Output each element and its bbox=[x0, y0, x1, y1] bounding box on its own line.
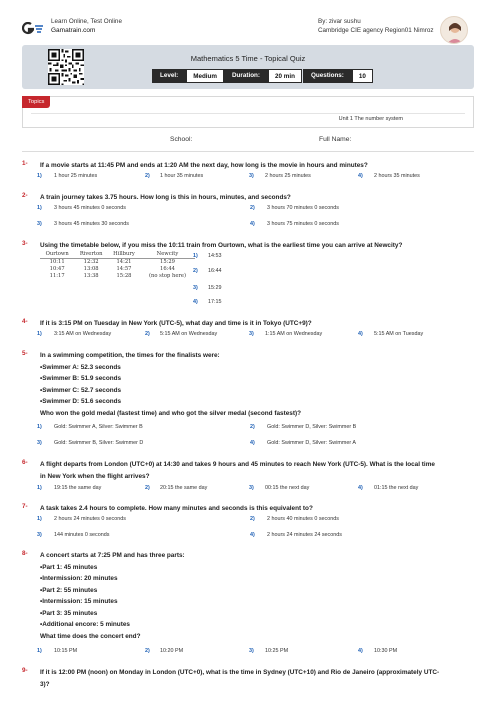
question-number: 7- bbox=[22, 503, 28, 510]
option[interactable]: 10:20 PM bbox=[160, 648, 184, 654]
timetable-header: Riverton bbox=[74, 251, 108, 259]
school-field-label: School: bbox=[170, 136, 193, 143]
option[interactable]: 20:15 the same day bbox=[160, 485, 208, 491]
option[interactable]: 3 hours 70 minutes 0 seconds bbox=[267, 205, 339, 211]
option-number: 2) bbox=[250, 516, 255, 522]
option[interactable]: 2 hours 40 minutes 0 seconds bbox=[267, 516, 339, 522]
option[interactable]: 10:25 PM bbox=[265, 648, 289, 654]
option[interactable]: 5:15 AM on Wednesday bbox=[160, 331, 218, 337]
option-number: 1) bbox=[37, 173, 42, 179]
header-divider bbox=[22, 151, 474, 152]
site-url[interactable]: Gamatrain.com bbox=[51, 27, 96, 34]
question-line: •Swimmer D: 51.6 seconds bbox=[40, 398, 122, 405]
timetable-cell: 13:38 bbox=[83, 273, 99, 279]
option-number: 4) bbox=[358, 173, 363, 179]
timetable-cell: 16:44 bbox=[160, 266, 175, 272]
option[interactable]: 3 hours 75 minutes 0 seconds bbox=[267, 221, 339, 227]
question-line: In a swimming competition, the times for the finalists were: bbox=[40, 352, 220, 359]
option[interactable]: 10:30 PM bbox=[374, 648, 398, 654]
question-text: Using the timetable below, if you miss the 10:11 train from Ourtown, what is the earliest time you can arrive at Newcity? bbox=[40, 242, 403, 249]
option-number: 1) bbox=[37, 424, 42, 430]
gamatrain-logo-icon bbox=[22, 22, 44, 36]
option[interactable]: 1 hour 25 minutes bbox=[54, 173, 98, 179]
timetable-row bbox=[40, 273, 195, 280]
option-number: 3) bbox=[249, 331, 254, 337]
question-text bbox=[40, 350, 470, 419]
option-number: 2) bbox=[145, 485, 150, 491]
site-tagline: Learn Online, Test Online bbox=[51, 18, 122, 25]
question-line: If it is 12:00 PM (noon) on Monday in London (UTC+0), what is the time in Sydney (UTC+10) and Rio de Janeiro (approximately UTC- bbox=[40, 669, 440, 676]
question-text: A train journey takes 3.75 hours. How long is this in hours, minutes, and seconds? bbox=[40, 194, 291, 201]
question-line: •Swimmer B: 51.9 seconds bbox=[40, 375, 122, 382]
option-number: 4) bbox=[250, 221, 255, 227]
author-org: Cambridge CIE agency Region01 Nimroz bbox=[318, 27, 434, 34]
question-text bbox=[40, 459, 470, 482]
option[interactable]: Gold: Swimmer A, Silver: Swimmer B bbox=[54, 424, 143, 430]
topic-name: Unit 1 The number system bbox=[338, 116, 403, 122]
question-line: •Additional encore: 5 minutes bbox=[40, 621, 130, 628]
timetable-cell: (no stop here) bbox=[149, 273, 186, 279]
option[interactable]: 14:53 bbox=[208, 253, 222, 259]
questions-value: 10 bbox=[352, 69, 373, 83]
duration-value: 20 min bbox=[268, 69, 302, 83]
question-number: 1- bbox=[22, 160, 28, 167]
option[interactable]: 5:15 AM on Tuesday bbox=[374, 331, 424, 337]
option-number: 3) bbox=[37, 221, 42, 227]
question-line: •Part 1: 45 minutes bbox=[40, 563, 98, 571]
timetable-cell: 14:57 bbox=[116, 266, 132, 272]
option-number: 4) bbox=[358, 648, 363, 654]
question-line: •Part 2: 55 minutes bbox=[40, 586, 98, 594]
topics-tag: Topics bbox=[22, 96, 50, 108]
timetable-cell: 12:32 bbox=[83, 259, 99, 265]
option[interactable]: 17:15 bbox=[208, 299, 222, 305]
option-number: 3) bbox=[37, 532, 42, 538]
option-number: 3) bbox=[249, 485, 254, 491]
option-number: 1) bbox=[37, 205, 42, 211]
level-label: Level: bbox=[152, 69, 186, 83]
option-number: 2) bbox=[145, 173, 150, 179]
option-number: 4) bbox=[250, 532, 255, 538]
option-number: 2) bbox=[250, 424, 255, 430]
timetable bbox=[40, 251, 195, 285]
option[interactable]: 2 hours 35 minutes bbox=[374, 173, 420, 179]
topics-divider bbox=[31, 113, 465, 114]
question-line: •Intermission: 15 minutes bbox=[40, 598, 118, 605]
option-number: 4) bbox=[358, 485, 363, 491]
question-line: •Intermission: 20 minutes bbox=[40, 575, 118, 582]
timetable-header: Ourtown bbox=[40, 251, 74, 259]
option-number: 3) bbox=[249, 648, 254, 654]
level-value: Medium bbox=[186, 69, 224, 83]
avatar bbox=[440, 16, 468, 44]
quiz-banner bbox=[22, 45, 474, 89]
question-number: 4- bbox=[22, 318, 28, 325]
page-header bbox=[0, 0, 496, 42]
question-number: 8- bbox=[22, 550, 28, 557]
question-line: •Part 3: 35 minutes bbox=[40, 609, 98, 617]
timetable-cell: 14:21 bbox=[116, 259, 132, 265]
option-number: 3) bbox=[193, 285, 198, 291]
question-text: A task takes 2.4 hours to complete. How many minutes and seconds is this equivalent to? bbox=[40, 505, 313, 512]
option-number: 1) bbox=[37, 648, 42, 654]
option[interactable]: Gold: Swimmer D, Silver: Swimmer A bbox=[267, 440, 356, 446]
option-number: 2) bbox=[145, 648, 150, 654]
question-line: 3)? bbox=[40, 680, 50, 688]
full-name-field-label: Full Name: bbox=[319, 136, 352, 143]
duration-meta bbox=[224, 69, 302, 83]
avatar-person-icon bbox=[441, 17, 468, 44]
option[interactable]: 01:15 the next day bbox=[374, 485, 419, 491]
question-line: •Swimmer A: 52.3 seconds bbox=[40, 363, 121, 371]
timetable-table bbox=[40, 251, 195, 280]
question-number: 2- bbox=[22, 192, 28, 199]
author-name: By: zivar sushu bbox=[318, 18, 361, 25]
question-number: 3- bbox=[22, 240, 28, 247]
timetable-header-row bbox=[40, 251, 195, 259]
option[interactable]: Gold: Swimmer B, Silver: Swimmer D bbox=[54, 440, 144, 446]
timetable-header: Hillbury bbox=[108, 251, 140, 259]
level-meta bbox=[152, 69, 224, 83]
timetable-row bbox=[40, 266, 195, 273]
timetable-row bbox=[40, 259, 195, 267]
topics-box bbox=[22, 96, 474, 128]
option-number: 4) bbox=[250, 440, 255, 446]
option[interactable]: Gold: Swimmer D, Silver: Swimmer B bbox=[267, 424, 357, 430]
question-line: A flight departs from London (UTC+0) at 14:30 and takes 9 hours and 45 minutes to reach New York (UTC-5). What is the local time bbox=[40, 461, 435, 468]
option[interactable]: 144 minutes 0 seconds bbox=[54, 532, 110, 538]
option-number: 3) bbox=[37, 440, 42, 446]
question-number: 5- bbox=[22, 350, 28, 357]
option-number: 1) bbox=[193, 253, 198, 259]
option[interactable]: 2 hours 25 minutes bbox=[265, 173, 311, 179]
option[interactable]: 2 hours 24 minutes 24 seconds bbox=[267, 532, 342, 538]
option[interactable]: 15:29 bbox=[208, 285, 222, 291]
option[interactable]: 3:15 AM on Wednesday bbox=[54, 331, 112, 337]
option-number: 2) bbox=[193, 268, 198, 274]
questions-meta bbox=[303, 69, 373, 83]
timetable-cell: 10:47 bbox=[49, 266, 65, 272]
question-line: in New York when the flight arrives? bbox=[40, 472, 150, 480]
question-line: A concert starts at 7:25 PM and has three parts: bbox=[40, 552, 185, 559]
option-number: 2) bbox=[145, 331, 150, 337]
question-line: What time does the concert end? bbox=[40, 632, 141, 640]
quiz-title: Mathematics 5 Time - Topical Quiz bbox=[190, 54, 306, 63]
timetable-cell: 11:17 bbox=[49, 273, 65, 279]
question-line: •Swimmer C: 52.7 seconds bbox=[40, 386, 122, 394]
question-number: 6- bbox=[22, 459, 28, 466]
option[interactable]: 1 hour 35 minutes bbox=[160, 173, 204, 179]
timetable-header: Newcity bbox=[140, 251, 195, 259]
question-number: 9- bbox=[22, 667, 28, 674]
question-line: Who won the gold medal (fastest time) and who got the silver medal (second fastest)? bbox=[40, 409, 301, 417]
question-text: If it is 3:15 PM on Tuesday in New York (UTC-5), what day and time is it in Tokyo (UTC+9)? bbox=[40, 320, 312, 327]
timetable-cell: 15:28 bbox=[116, 273, 132, 279]
timetable-cell: 15:29 bbox=[160, 259, 175, 265]
option[interactable]: 10:15 PM bbox=[54, 648, 78, 654]
question-text bbox=[40, 667, 470, 690]
option[interactable]: 3 hours 45 minutes 0 seconds bbox=[54, 205, 126, 211]
option-number: 4) bbox=[358, 331, 363, 337]
option[interactable]: 1:15 AM on Wednesday bbox=[265, 331, 323, 337]
option-number: 1) bbox=[37, 516, 42, 522]
option-number: 1) bbox=[37, 485, 42, 491]
option[interactable]: 3 hours 45 minutes 30 seconds bbox=[54, 221, 129, 227]
question-text bbox=[40, 550, 470, 642]
question-text: If a movie starts at 11:45 PM and ends at 1:20 AM the next day, how long is the movie in hours and minutes? bbox=[40, 162, 368, 169]
option-number: 2) bbox=[250, 205, 255, 211]
option[interactable]: 19:15 the same day bbox=[54, 485, 102, 491]
option[interactable]: 16:44 bbox=[208, 268, 222, 274]
duration-label: Duration: bbox=[224, 69, 268, 83]
timetable-cell: 13:08 bbox=[83, 266, 99, 272]
option-number: 3) bbox=[249, 173, 254, 179]
option-number: 4) bbox=[193, 299, 198, 305]
option-number: 1) bbox=[37, 331, 42, 337]
option[interactable]: 2 hours 24 minutes 0 seconds bbox=[54, 516, 126, 522]
option[interactable]: 00:15 the next day bbox=[265, 485, 310, 491]
timetable-cell: 10:11 bbox=[49, 259, 65, 265]
questions-label: Questions: bbox=[303, 69, 352, 83]
